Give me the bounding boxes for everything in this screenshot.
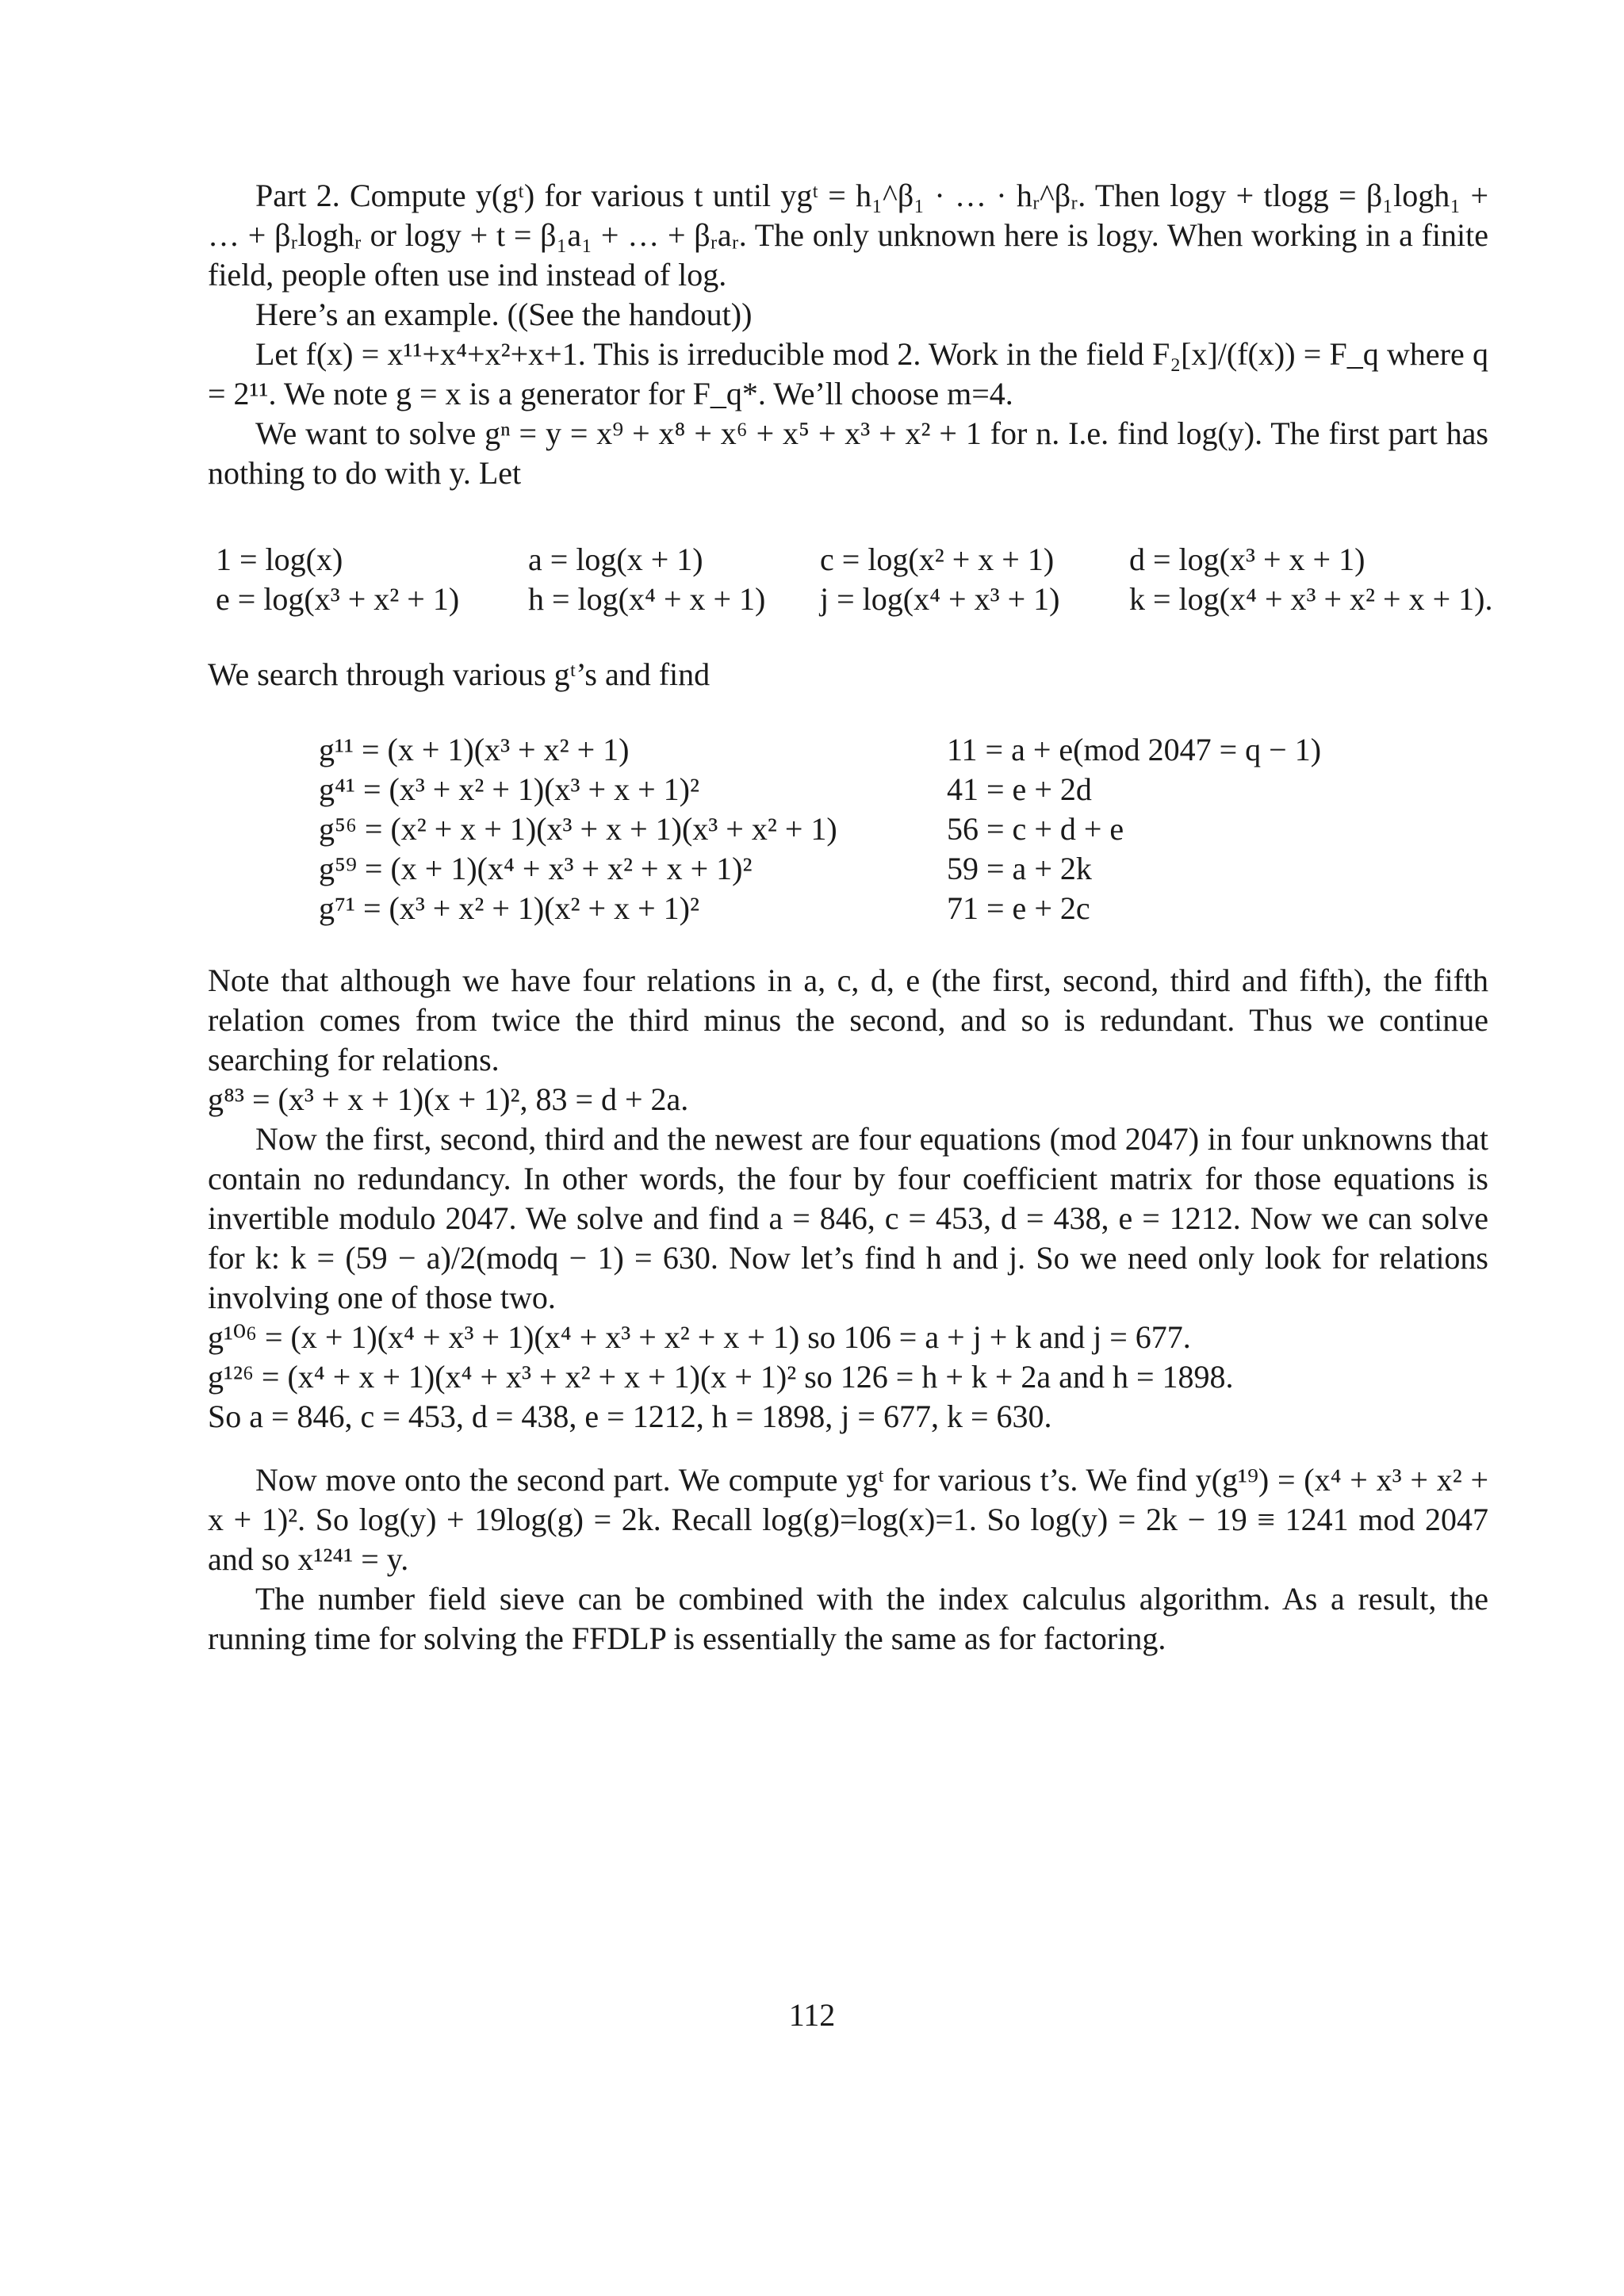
relation-rhs: 11 = a + e(mod 2047 = q − 1) bbox=[947, 732, 1322, 767]
second-part-section bbox=[208, 1460, 1488, 1659]
nfs-paragraph: The number field sieve can be combined with the index calculus algorithm. As a result, the running time for solving the FFDLP is essentially the same as for factoring. bbox=[208, 1581, 1488, 1656]
definition-e: e = log(x³ + x² + 1) bbox=[216, 581, 460, 617]
definition-h: h = log(x⁴ + x + 1) bbox=[528, 581, 766, 617]
g106-relation: g¹⁰⁶ = (x + 1)(x⁴ + x³ + 1)(x⁴ + x³ + x² + x + 1) so 106 = a + j + k and j = 677. bbox=[208, 1319, 1191, 1355]
definition-d: d = log(x³ + x + 1) bbox=[1129, 541, 1365, 577]
relation-lhs: g⁷¹ = (x³ + x² + 1)(x² + x + 1)² bbox=[319, 890, 699, 926]
definition-k: k = log(x⁴ + x³ + x² + x + 1). bbox=[1129, 581, 1493, 617]
page-number: 112 bbox=[788, 1997, 836, 2033]
part2-paragraph: Part 2. Compute y(gᵗ) for various t until ygᵗ = h₁^β₁ · … · hᵣ^βᵣ. Then logy + tlogg = β₁logh₁ + … + βᵣloghᵣ or logy + t = β₁a₁ + … + βᵣaᵣ. The only unknown here is logy. When working in a finite field, people often use ind instead of log. bbox=[208, 178, 1488, 293]
search-section bbox=[208, 655, 1488, 695]
relation-lhs: g⁵⁶ = (x² + x + 1)(x³ + x + 1)(x³ + x² + 1) bbox=[319, 811, 837, 847]
g126-relation: g¹²⁶ = (x⁴ + x + 1)(x⁴ + x³ + x² + x + 1)(x + 1)² so 126 = h + k + 2a and h = 1898. bbox=[208, 1359, 1234, 1395]
definition-c: c = log(x² + x + 1) bbox=[820, 541, 1055, 577]
relation-rhs: 41 = e + 2d bbox=[947, 771, 1092, 807]
solve-paragraph: We want to solve gⁿ = y = x⁹ + x⁸ + x⁶ + x⁵ + x³ + x² + 1 for n. I.e. find log(y). The first part has nothing to do with y. Let bbox=[208, 415, 1488, 491]
relation-rhs: 71 = e + 2c bbox=[947, 890, 1090, 926]
definition-log-x: 1 = log(x) bbox=[216, 541, 343, 577]
relation-lhs: g⁴¹ = (x³ + x² + 1)(x³ + x + 1)² bbox=[319, 771, 699, 807]
let-f-paragraph: Let f(x) = x¹¹+x⁴+x²+x+1. This is irreducible mod 2. Work in the field F₂[x]/(f(x)) = F_q where q = 2¹¹. We note g = x is a generator for F_q*. We’ll choose m=4. bbox=[208, 336, 1488, 411]
second-part-paragraph: Now move onto the second part. We compute ygᵗ for various t’s. We find y(g¹⁹) = (x⁴ + x³ + x² + x + 1)². So log(y) + 19log(g) = 2k. Recall log(g)=log(x)=1. So log(y) = 2k − 19 ≡ 1241 mod 2047 and so x¹²⁴¹ = y. bbox=[208, 1462, 1488, 1577]
relation-lhs: g⁵⁹ = (x + 1)(x⁴ + x³ + x² + x + 1)² bbox=[319, 851, 753, 886]
relation-rhs: 59 = a + 2k bbox=[947, 851, 1092, 886]
note-paragraph: Note that although we have four relations in a, c, d, e (the first, second, third and fifth), the fifth relation comes from twice the third minus the second, and so is redundant. Thus we continue searching for relations. bbox=[208, 962, 1488, 1077]
definition-j: j = log(x⁴ + x³ + 1) bbox=[820, 581, 1060, 617]
note-section bbox=[208, 961, 1488, 1437]
definition-a: a = log(x + 1) bbox=[528, 541, 703, 577]
relation-lhs: g¹¹ = (x + 1)(x³ + x² + 1) bbox=[319, 732, 630, 767]
g83-relation: g⁸³ = (x³ + x + 1)(x + 1)², 83 = d + 2a. bbox=[208, 1081, 689, 1117]
search-paragraph: We search through various gᵗ’s and find bbox=[208, 656, 710, 692]
summary-values: So a = 846, c = 453, d = 438, e = 1212, h = 1898, j = 677, k = 630. bbox=[208, 1399, 1052, 1434]
relation-rhs: 56 = c + d + e bbox=[947, 811, 1124, 847]
part2-section bbox=[208, 176, 1488, 493]
example-intro: Here’s an example. ((See the handout)) bbox=[255, 297, 753, 332]
now-first-paragraph: Now the first, second, third and the newest are four equations (mod 2047) in four unknowns that contain no redundancy. In other words, the four by four coefficient matrix for those equations is invertible modulo 2047. We solve and find a = 846, c = 453, d = 438, e = 1212. Now we can solve for k: k = (59 − a)/2(modq − 1) = 630. Now let’s find h and j. So we need only look for relations involving one of those two. bbox=[208, 1121, 1488, 1315]
